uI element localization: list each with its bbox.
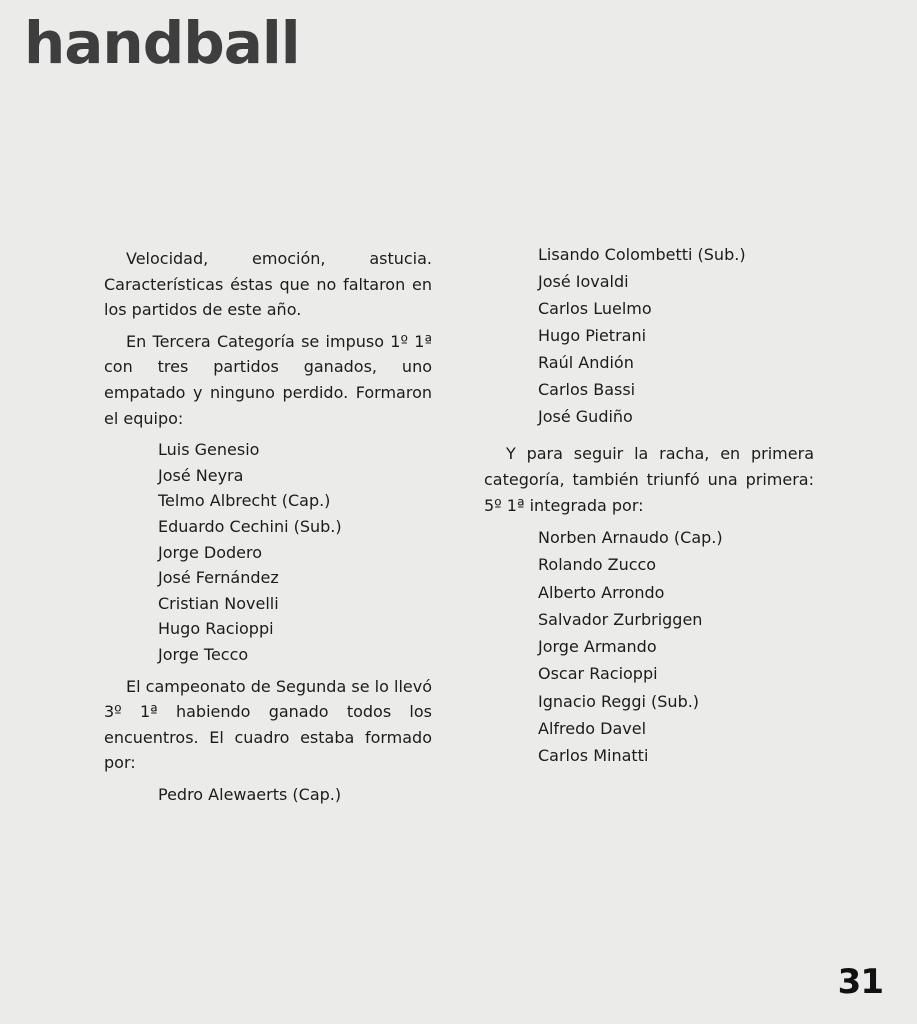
list-item: Eduardo Cechini (Sub.) (158, 516, 342, 536)
list-item: José Neyra (158, 465, 244, 485)
list-item: Luis Genesio (158, 440, 260, 460)
intro-paragraph: Velocidad, emoción, astucia. Características éstas que no faltaron en los partidos de este año. (104, 249, 432, 320)
list-item: Carlos Minatti (538, 746, 649, 766)
list-item: Salvador Zurbriggen (538, 609, 703, 629)
first-category-paragraph: Y para seguir la racha, en primera categoría, también triunfó una primera: 5º 1ª integrada por: (484, 444, 814, 515)
list-item: Cristian Novelli (158, 593, 279, 613)
list-item: Telmo Albrecht (Cap.) (158, 491, 331, 511)
second-category-roster-start (104, 782, 432, 808)
list-item: Jorge Tecco (158, 644, 249, 664)
list-item: Raúl Andión (538, 353, 634, 372)
list-item: Jorge Dodero (158, 542, 263, 562)
list-item: Alfredo Davel (538, 719, 647, 739)
list-item: Jorge Armando (538, 637, 657, 657)
list-item: Lisando Colombetti (Sub.) (538, 245, 746, 264)
list-item: Alberto Arrondo (538, 582, 665, 602)
page-title: handball (24, 9, 300, 77)
list-item: Carlos Luelmo (538, 299, 652, 318)
page-number: 31 (837, 962, 883, 1002)
right-column (484, 242, 814, 777)
list-item: Ignacio Reggi (Sub.) (538, 691, 700, 711)
left-column (104, 246, 432, 813)
list-item: Carlos Bassi (538, 380, 636, 399)
list-item: José Iovaldi (538, 272, 629, 291)
second-category-roster-cont (484, 242, 814, 431)
second-category-paragraph: El campeonato de Segunda se lo llevó 3º 1ª habiendo ganado todos los encuentros. El cuadro estaba formado por: (104, 676, 432, 773)
list-item: Rolando Zucco (538, 555, 657, 575)
list-item: Hugo Racioppi (158, 619, 274, 639)
list-item: José Gudiño (538, 407, 633, 426)
first-category-roster (484, 525, 814, 771)
list-item: Pedro Alewaerts (Cap.) (158, 784, 342, 804)
list-item: Hugo Pietrani (538, 326, 647, 345)
third-category-paragraph: En Tercera Categoría se impuso 1º 1ª con tres partidos ganados, uno empatado y ninguno perdido. Formaron el equipo: (104, 331, 432, 428)
list-item: Norben Arnaudo (Cap.) (538, 528, 723, 547)
third-category-roster (104, 437, 432, 667)
list-item: Oscar Racioppi (538, 664, 658, 684)
list-item: José Fernández (158, 568, 279, 588)
